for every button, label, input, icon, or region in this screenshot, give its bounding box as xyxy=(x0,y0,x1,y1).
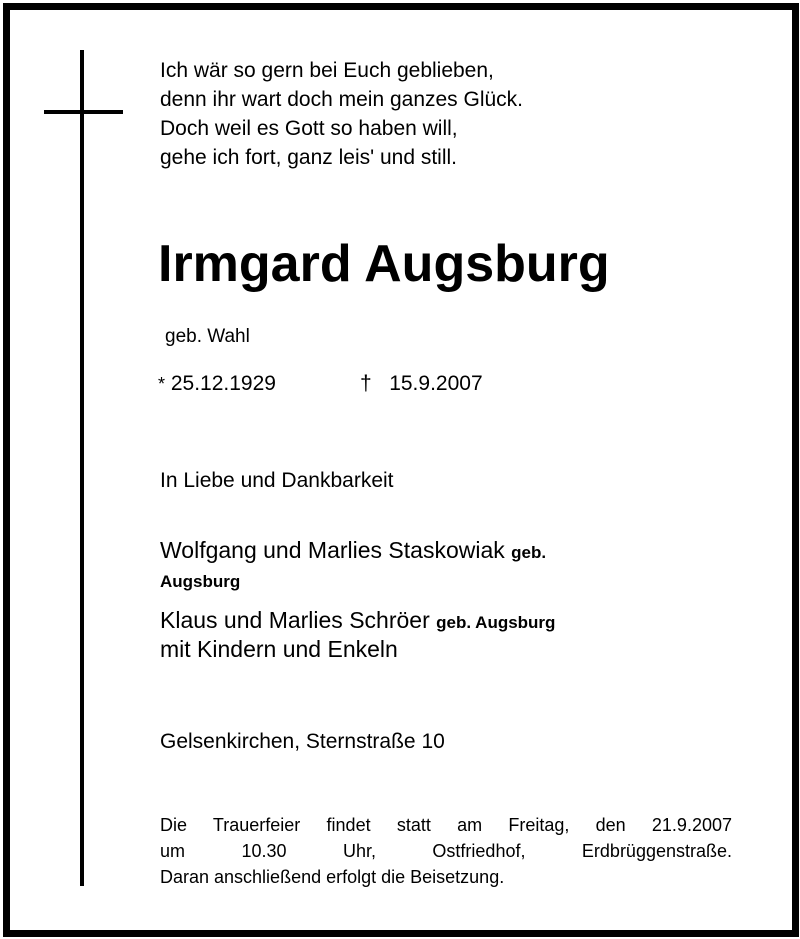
funeral-line: Die Trauerfeier findet statt am Freitag, den 21.9.2007 xyxy=(160,815,732,835)
birth-symbol: * xyxy=(158,374,166,394)
maiden-name: geb. Wahl xyxy=(165,326,250,347)
dedication: In Liebe und Dankbarkeit xyxy=(160,469,394,492)
deceased-name: Irmgard Augsburg xyxy=(158,235,610,293)
funeral-line: um 10.30 Uhr, Ostfriedhof, Erdbrüggenstraße. xyxy=(160,841,732,861)
funeral-line: Daran anschließend erfolgt die Beisetzung. xyxy=(160,867,505,887)
mourner-names: Klaus und Marlies Schröer xyxy=(160,607,430,633)
birth-date-row xyxy=(158,372,276,396)
poem-line: gehe ich fort, ganz leis' und still. xyxy=(160,146,458,169)
mourner-note-continued: Augsburg xyxy=(160,572,241,591)
death-symbol: † xyxy=(360,372,372,395)
mourner-entry xyxy=(160,537,546,595)
mourner-entry xyxy=(160,607,555,662)
cross-vertical-bar xyxy=(80,50,84,886)
memorial-poem xyxy=(160,56,523,172)
poem-line: denn ihr wart doch mein ganzes Glück. xyxy=(160,88,524,111)
funeral-notice xyxy=(160,812,732,890)
poem-line: Doch weil es Gott so haben will, xyxy=(160,117,458,140)
death-date: 15.9.2007 xyxy=(389,372,483,395)
poem-line: Ich wär so gern bei Euch geblieben, xyxy=(160,59,494,82)
death-date-row xyxy=(360,372,483,396)
family-address: Gelsenkirchen, Sternstraße 10 xyxy=(160,730,445,753)
mourner-note: geb. xyxy=(511,543,547,562)
cross-horizontal-bar xyxy=(44,110,123,114)
mourner-names: Wolfgang und Marlies Staskowiak xyxy=(160,537,505,563)
mourner-note: geb. Augsburg xyxy=(436,613,556,632)
mourner-extra: mit Kindern und Enkeln xyxy=(160,636,398,662)
birth-date: 25.12.1929 xyxy=(170,372,276,395)
